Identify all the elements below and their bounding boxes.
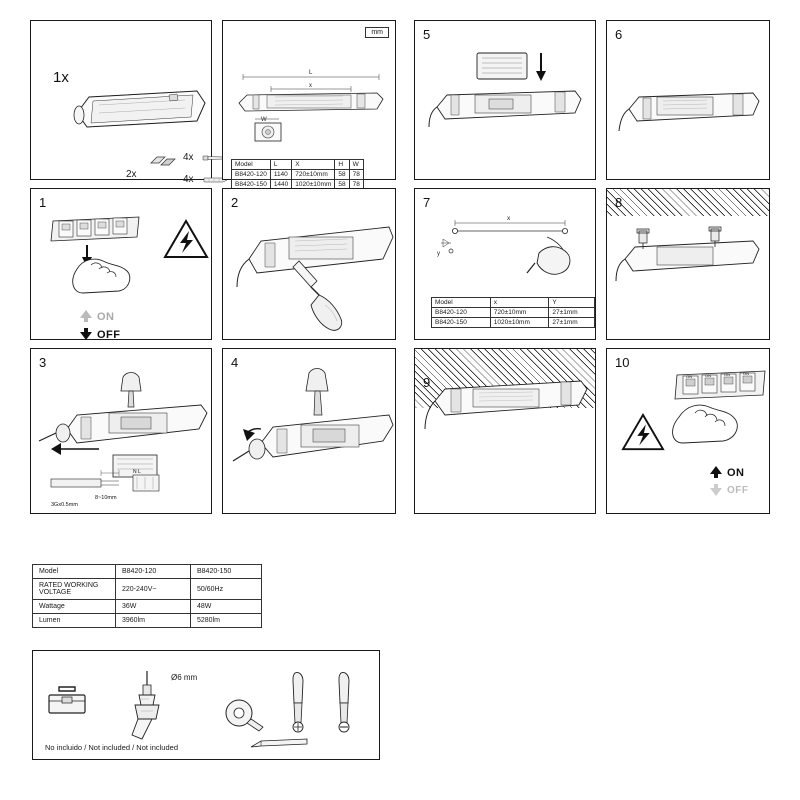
svg-text:ON: ON (743, 371, 749, 376)
dim-r1c1: 1440 (270, 180, 291, 190)
svg-text:L: L (309, 70, 313, 76)
arrow-down-icon (79, 327, 93, 341)
panel-step-9 (414, 348, 596, 514)
mount-r0c2: 27±1mm (549, 308, 595, 318)
svg-text:3Gx0.5mm: 3Gx0.5mm (51, 502, 78, 508)
spec-r1c0: RATED WORKING VOLTAGE (33, 579, 116, 600)
mount-r0c0: B8420-120 (432, 308, 491, 318)
table-row (33, 565, 262, 579)
step8-illustration (615, 221, 765, 291)
step-number-4: 4 (231, 355, 239, 370)
contents-quantity-clip: 2x (126, 169, 137, 180)
step-number-5: 5 (423, 27, 431, 42)
mount-r1c1: 1020±10mm (490, 318, 549, 328)
svg-text:ON: ON (705, 373, 711, 378)
table-row (33, 614, 262, 628)
svg-text:ON: ON (686, 374, 692, 379)
toolbox-icon (47, 685, 87, 717)
panel-dimensions (222, 20, 396, 188)
step6-illustration (617, 79, 763, 149)
electric-hazard-icon (163, 219, 209, 261)
svg-text:x: x (309, 83, 312, 89)
tape-measure-icon (223, 695, 269, 735)
svg-text:y: y (437, 251, 440, 257)
step9-illustration (421, 367, 593, 443)
spec-r2c2: 48W (191, 600, 262, 614)
step-number-9: 9 (423, 375, 431, 390)
dimension-drawing (231, 63, 389, 143)
table-row (232, 170, 364, 180)
step-number-3: 3 (39, 355, 47, 370)
mount-th-2: Y (549, 298, 595, 308)
step5-illustration (429, 49, 585, 169)
dim-r1c4: 78 (349, 180, 363, 190)
luminaire-illustration (69, 83, 209, 135)
spec-r0c1: B8420-120 (116, 565, 191, 579)
dim-r1c0: B8420-150 (232, 180, 271, 190)
switch-on-label: ON (97, 311, 115, 323)
spec-r0c0: Model (33, 565, 116, 579)
svg-text:x: x (507, 215, 511, 222)
dim-r0c0: B8420-120 (232, 170, 271, 180)
clip-icon (149, 149, 179, 171)
dim-th-4: W (349, 160, 363, 170)
arrow-up-icon (79, 309, 93, 323)
phillips-screwdriver-icon (283, 671, 313, 735)
step-number-8: 8 (615, 195, 623, 210)
spec-table-container (32, 564, 262, 628)
dim-r0c2: 720±10mm (292, 170, 335, 180)
panel-step-10 (606, 348, 770, 514)
step-number-6: 6 (615, 27, 623, 42)
dim-th-1: L (270, 160, 291, 170)
panel-step-7 (414, 188, 596, 340)
svg-text:ON: ON (724, 372, 730, 377)
arrow-down-icon (709, 483, 723, 497)
spec-r3c0: Lumen (33, 614, 116, 628)
panel-step-2 (222, 188, 396, 340)
panel-tools (32, 650, 380, 760)
mount-th-0: Model (432, 298, 491, 308)
drill-size-label: Ø6 mm (171, 673, 198, 682)
dim-th-2: X (292, 160, 335, 170)
mount-r1c0: B8420-150 (432, 318, 491, 328)
breaker-off-illustration (47, 215, 157, 305)
dim-r0c4: 78 (349, 170, 363, 180)
flat-screwdriver-icon (329, 671, 359, 735)
breaker-on-illustration (669, 369, 769, 473)
panel-step-3 (30, 348, 212, 514)
switch-off-label: OFF (727, 485, 749, 496)
spec-r1c2: 50/60Hz (191, 579, 262, 600)
wire-strip-detail (49, 467, 169, 507)
dim-r0c1: 1140 (270, 170, 291, 180)
dim-r0c3: 58 (335, 170, 349, 180)
step2-illustration (231, 211, 393, 335)
spec-r2c1: 36W (116, 600, 191, 614)
contents-quantity-screw: 4x (183, 152, 194, 163)
table-row (432, 318, 595, 328)
spec-r3c1: 3960lm (116, 614, 191, 628)
step-number-1: 1 (39, 195, 47, 210)
panel-step-8 (606, 188, 770, 340)
spec-r2c0: Wattage (33, 600, 116, 614)
dim-th-0: Model (232, 160, 271, 170)
spec-r1c1: 220-240V~ (116, 579, 191, 600)
mount-r0c1: 720±10mm (490, 308, 549, 318)
mount-th-1: x (490, 298, 549, 308)
mount-r1c2: 27±1mm (549, 318, 595, 328)
switch-on-label: ON (727, 467, 745, 479)
step-number-10: 10 (615, 355, 630, 370)
table-row (33, 579, 262, 600)
table-row (432, 308, 595, 318)
contents-quantity-plug: 4x (183, 174, 194, 185)
step-number-2: 2 (231, 195, 239, 210)
drill-icon (117, 669, 173, 741)
dim-th-3: H (335, 160, 349, 170)
panel-contents (30, 20, 212, 185)
panel-step-5 (414, 20, 596, 180)
spec-r3c2: 5280lm (191, 614, 262, 628)
unit-badge: mm (365, 27, 389, 38)
arrow-up-icon (709, 465, 723, 479)
pencil-icon (249, 735, 311, 753)
dim-r1c2: 1020±10mm (292, 180, 335, 190)
mount-table (431, 297, 595, 328)
dim-r1c3: 58 (335, 180, 349, 190)
spec-table (32, 564, 262, 628)
step4-illustration (231, 369, 393, 509)
panel-step-6 (606, 20, 770, 180)
contents-quantity-main: 1x (53, 69, 69, 86)
table-row (33, 600, 262, 614)
switch-off-label: OFF (97, 329, 121, 341)
spec-r0c2: B8420-150 (191, 565, 262, 579)
step7-illustration (427, 211, 585, 289)
electric-hazard-icon (621, 413, 665, 453)
dimension-table (231, 159, 364, 190)
svg-text:N L: N L (133, 469, 141, 475)
panel-step-1 (30, 188, 212, 340)
step-number-7: 7 (423, 195, 431, 210)
tools-note: No incluido / Not included / Not included (45, 743, 178, 752)
svg-text:8~10mm: 8~10mm (95, 495, 117, 501)
svg-text:W: W (261, 117, 267, 123)
panel-step-4 (222, 348, 396, 514)
